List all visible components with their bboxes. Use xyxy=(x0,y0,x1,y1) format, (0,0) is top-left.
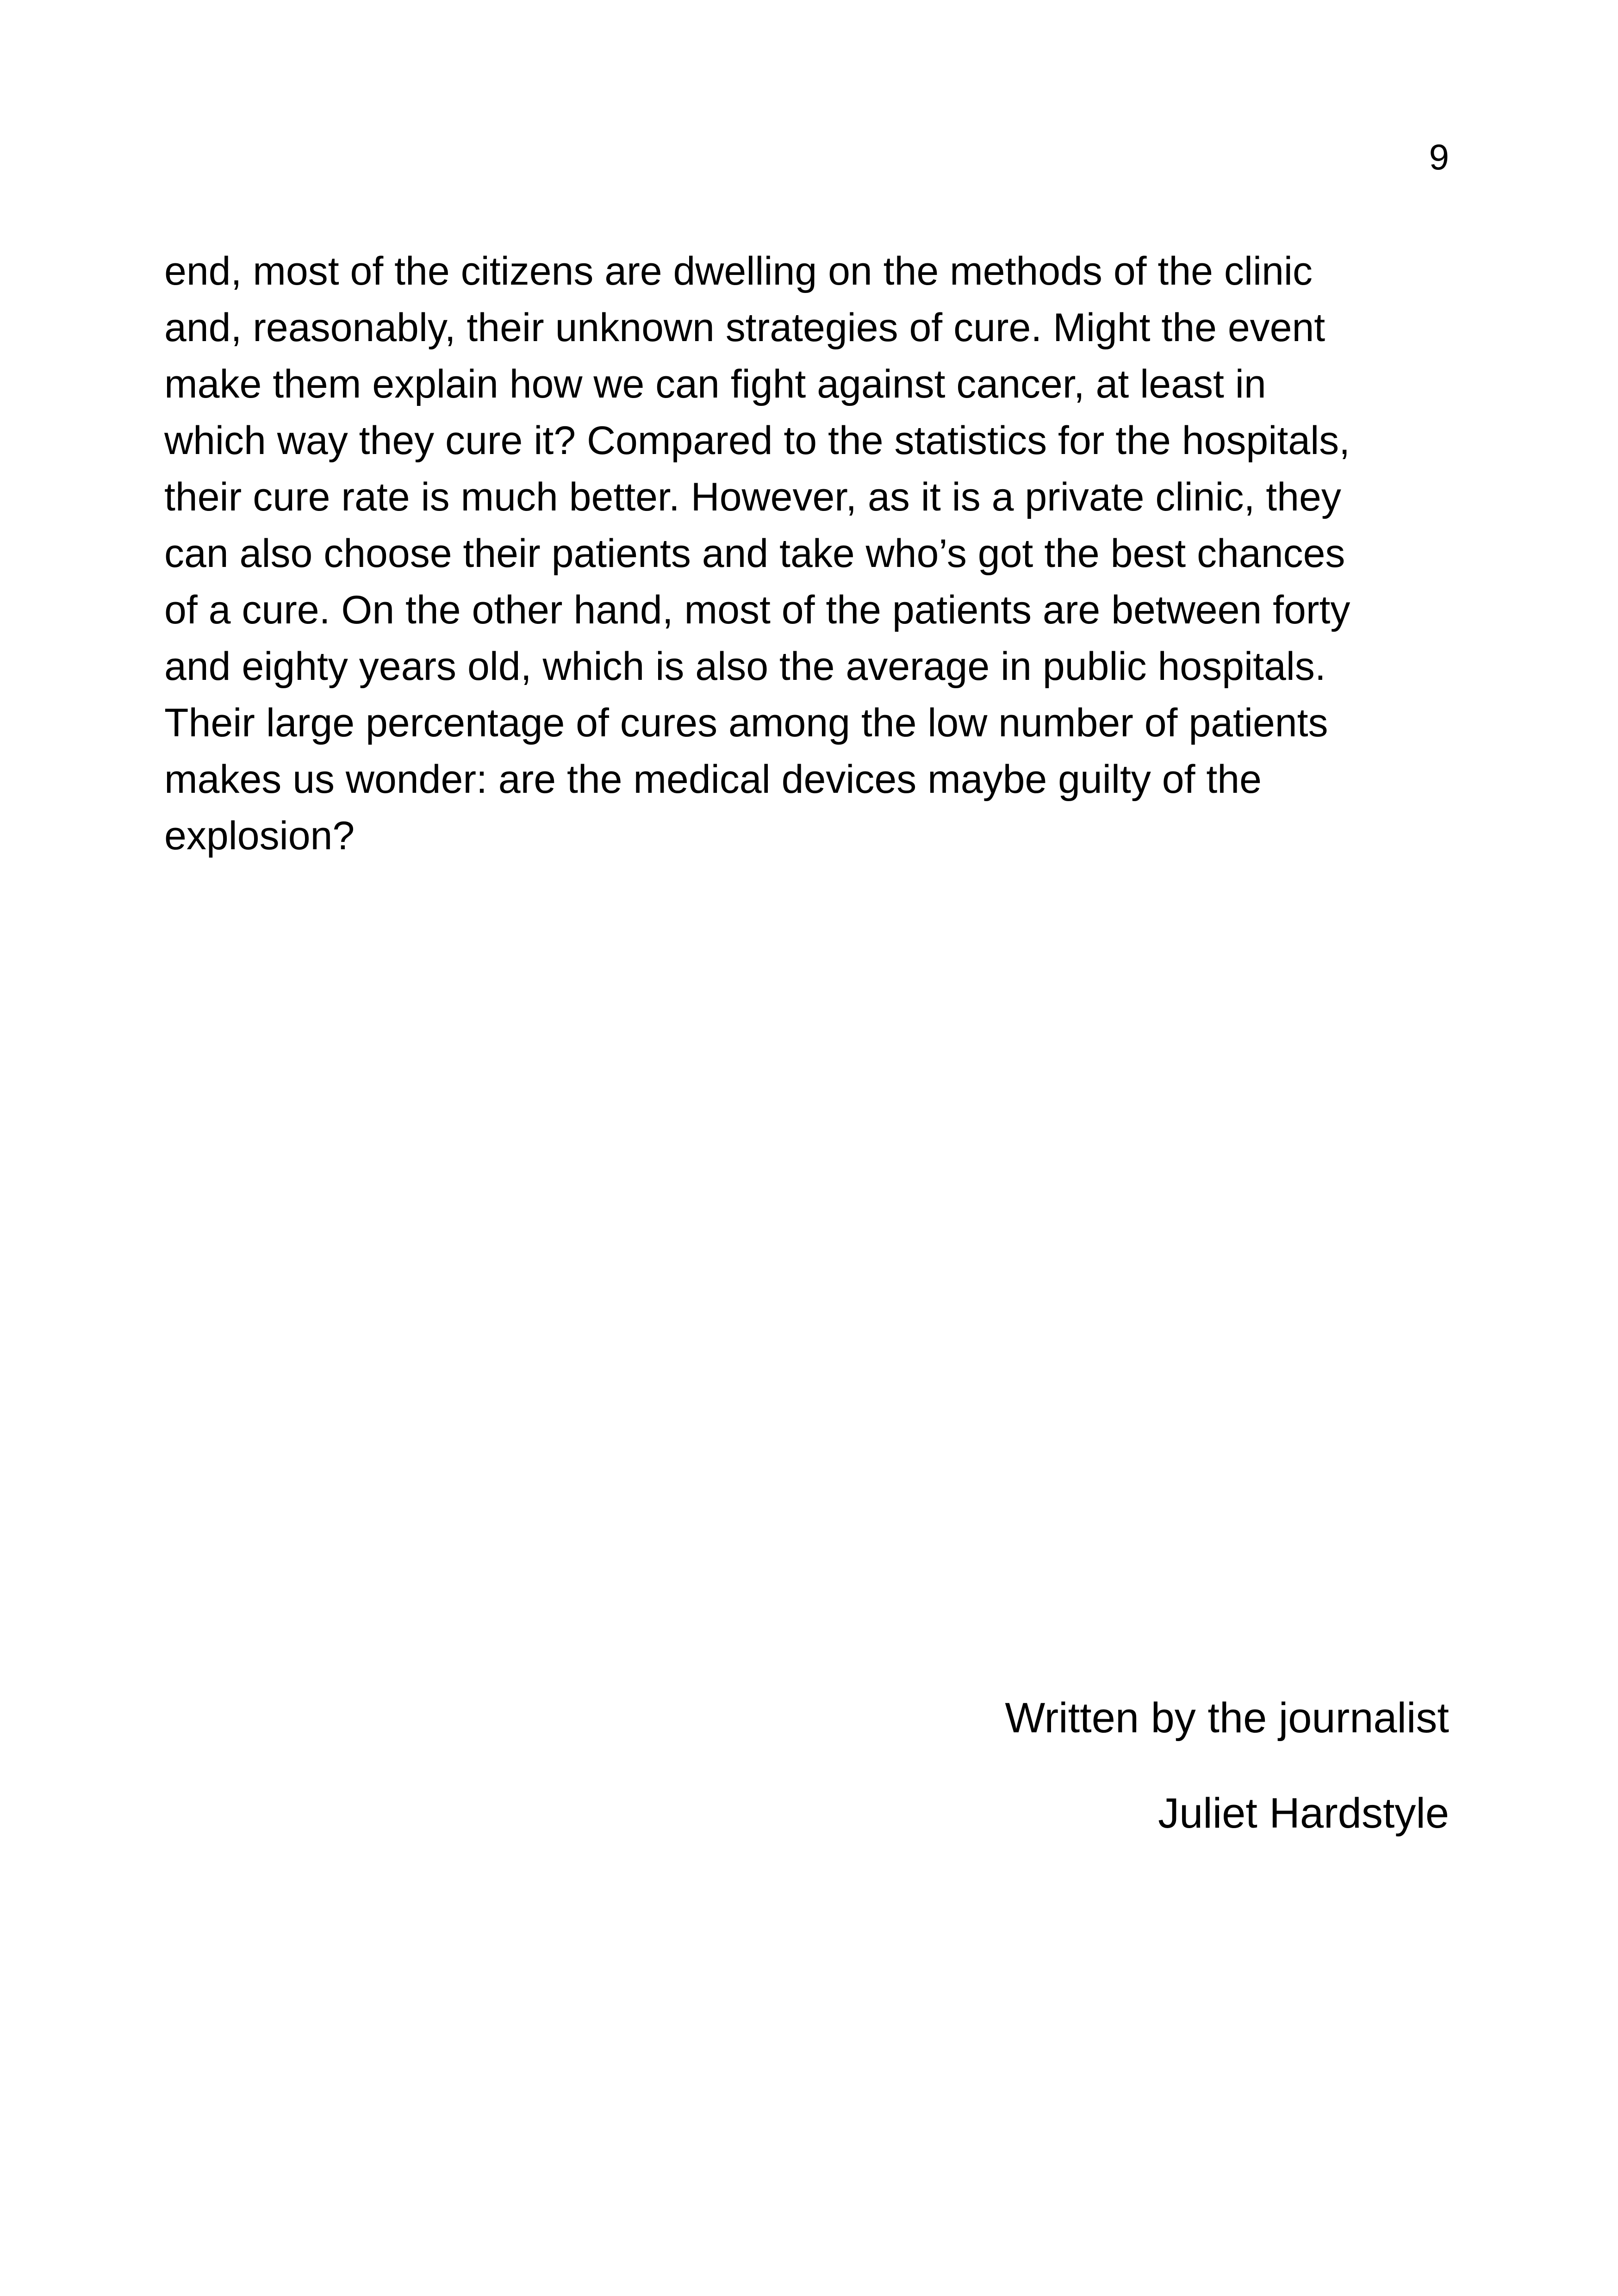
byline: Written by the journalist xyxy=(1005,1694,1449,1742)
paragraph-line: make them explain how we can fight against cancer, at least in xyxy=(164,362,1266,406)
paragraph-line: explosion? xyxy=(164,814,355,858)
paragraph-line: makes us wonder: are the medical devices maybe guilty of the xyxy=(164,757,1262,802)
paragraph-line: can also choose their patients and take who’s got the best chances xyxy=(164,531,1345,576)
paragraph-line: and eighty years old, which is also the average in public hospitals. xyxy=(164,644,1326,689)
author-name: Juliet Hardstyle xyxy=(1158,1789,1449,1837)
paragraph-line: and, reasonably, their unknown strategies of cure. Might the event xyxy=(164,305,1326,350)
paragraph-line: end, most of the citizens are dwelling on the methods of the clinic xyxy=(164,249,1313,293)
paragraph-line: Their large percentage of cures among the low number of patients xyxy=(164,701,1328,745)
body-paragraph xyxy=(164,243,1458,864)
paragraph-line: their cure rate is much better. However, as it is a private clinic, they xyxy=(164,475,1341,519)
paragraph-line: which way they cure it? Compared to the statistics for the hospitals, xyxy=(164,418,1350,463)
signature-block xyxy=(1005,1694,1449,1838)
page-number: 9 xyxy=(1429,137,1449,177)
paragraph-line: of a cure. On the other hand, most of the patients are between forty xyxy=(164,588,1350,632)
